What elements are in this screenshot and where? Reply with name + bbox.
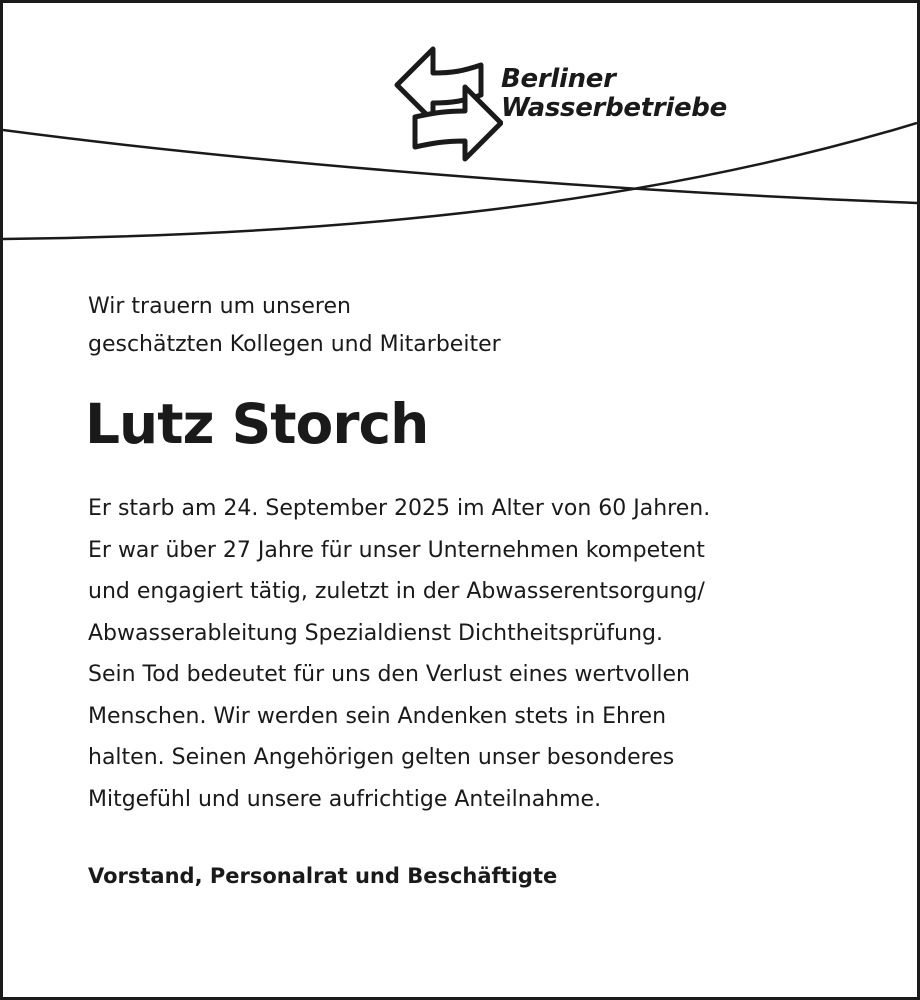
- intro-line-1: Wir trauern um unseren: [88, 294, 351, 319]
- deceased-name: Lutz Storch: [85, 392, 429, 456]
- intro-text: [88, 288, 501, 364]
- body-line: Abwasserableitung Spezialdienst Dichtheitsprüfung.: [88, 620, 663, 646]
- body-line: Sein Tod bedeutet für uns den Verlust eines wertvollen: [88, 662, 690, 687]
- logo-line-1: Berliner: [501, 64, 616, 94]
- signature: Vorstand, Personalrat und Beschäftigte: [88, 864, 558, 888]
- body-line: Mitgefühl und unsere aufrichtige Anteilnahme.: [88, 786, 602, 812]
- double-arrow-logo-icon: [393, 43, 503, 163]
- logo-wordmark: [501, 65, 727, 123]
- body-line: und engagiert tätig, zuletzt in der Abwasserentsorgung/: [88, 579, 705, 604]
- body-line: halten. Seinen Angehörigen gelten unser besonderes: [88, 745, 675, 770]
- logo-line-2: Wasserbetriebe: [501, 93, 727, 123]
- body-line: Er war über 27 Jahre für unser Unternehmen kompetent: [88, 537, 705, 563]
- company-logo: [393, 43, 763, 163]
- intro-line-2: geschätzten Kollegen und Mitarbeiter: [88, 332, 501, 357]
- body-line: Er starb am 24. September 2025 im Alter von 60 Jahren.: [88, 496, 711, 521]
- body-line: Menschen. Wir werden sein Andenken stets in Ehren: [88, 703, 667, 729]
- obituary-body: [88, 488, 710, 820]
